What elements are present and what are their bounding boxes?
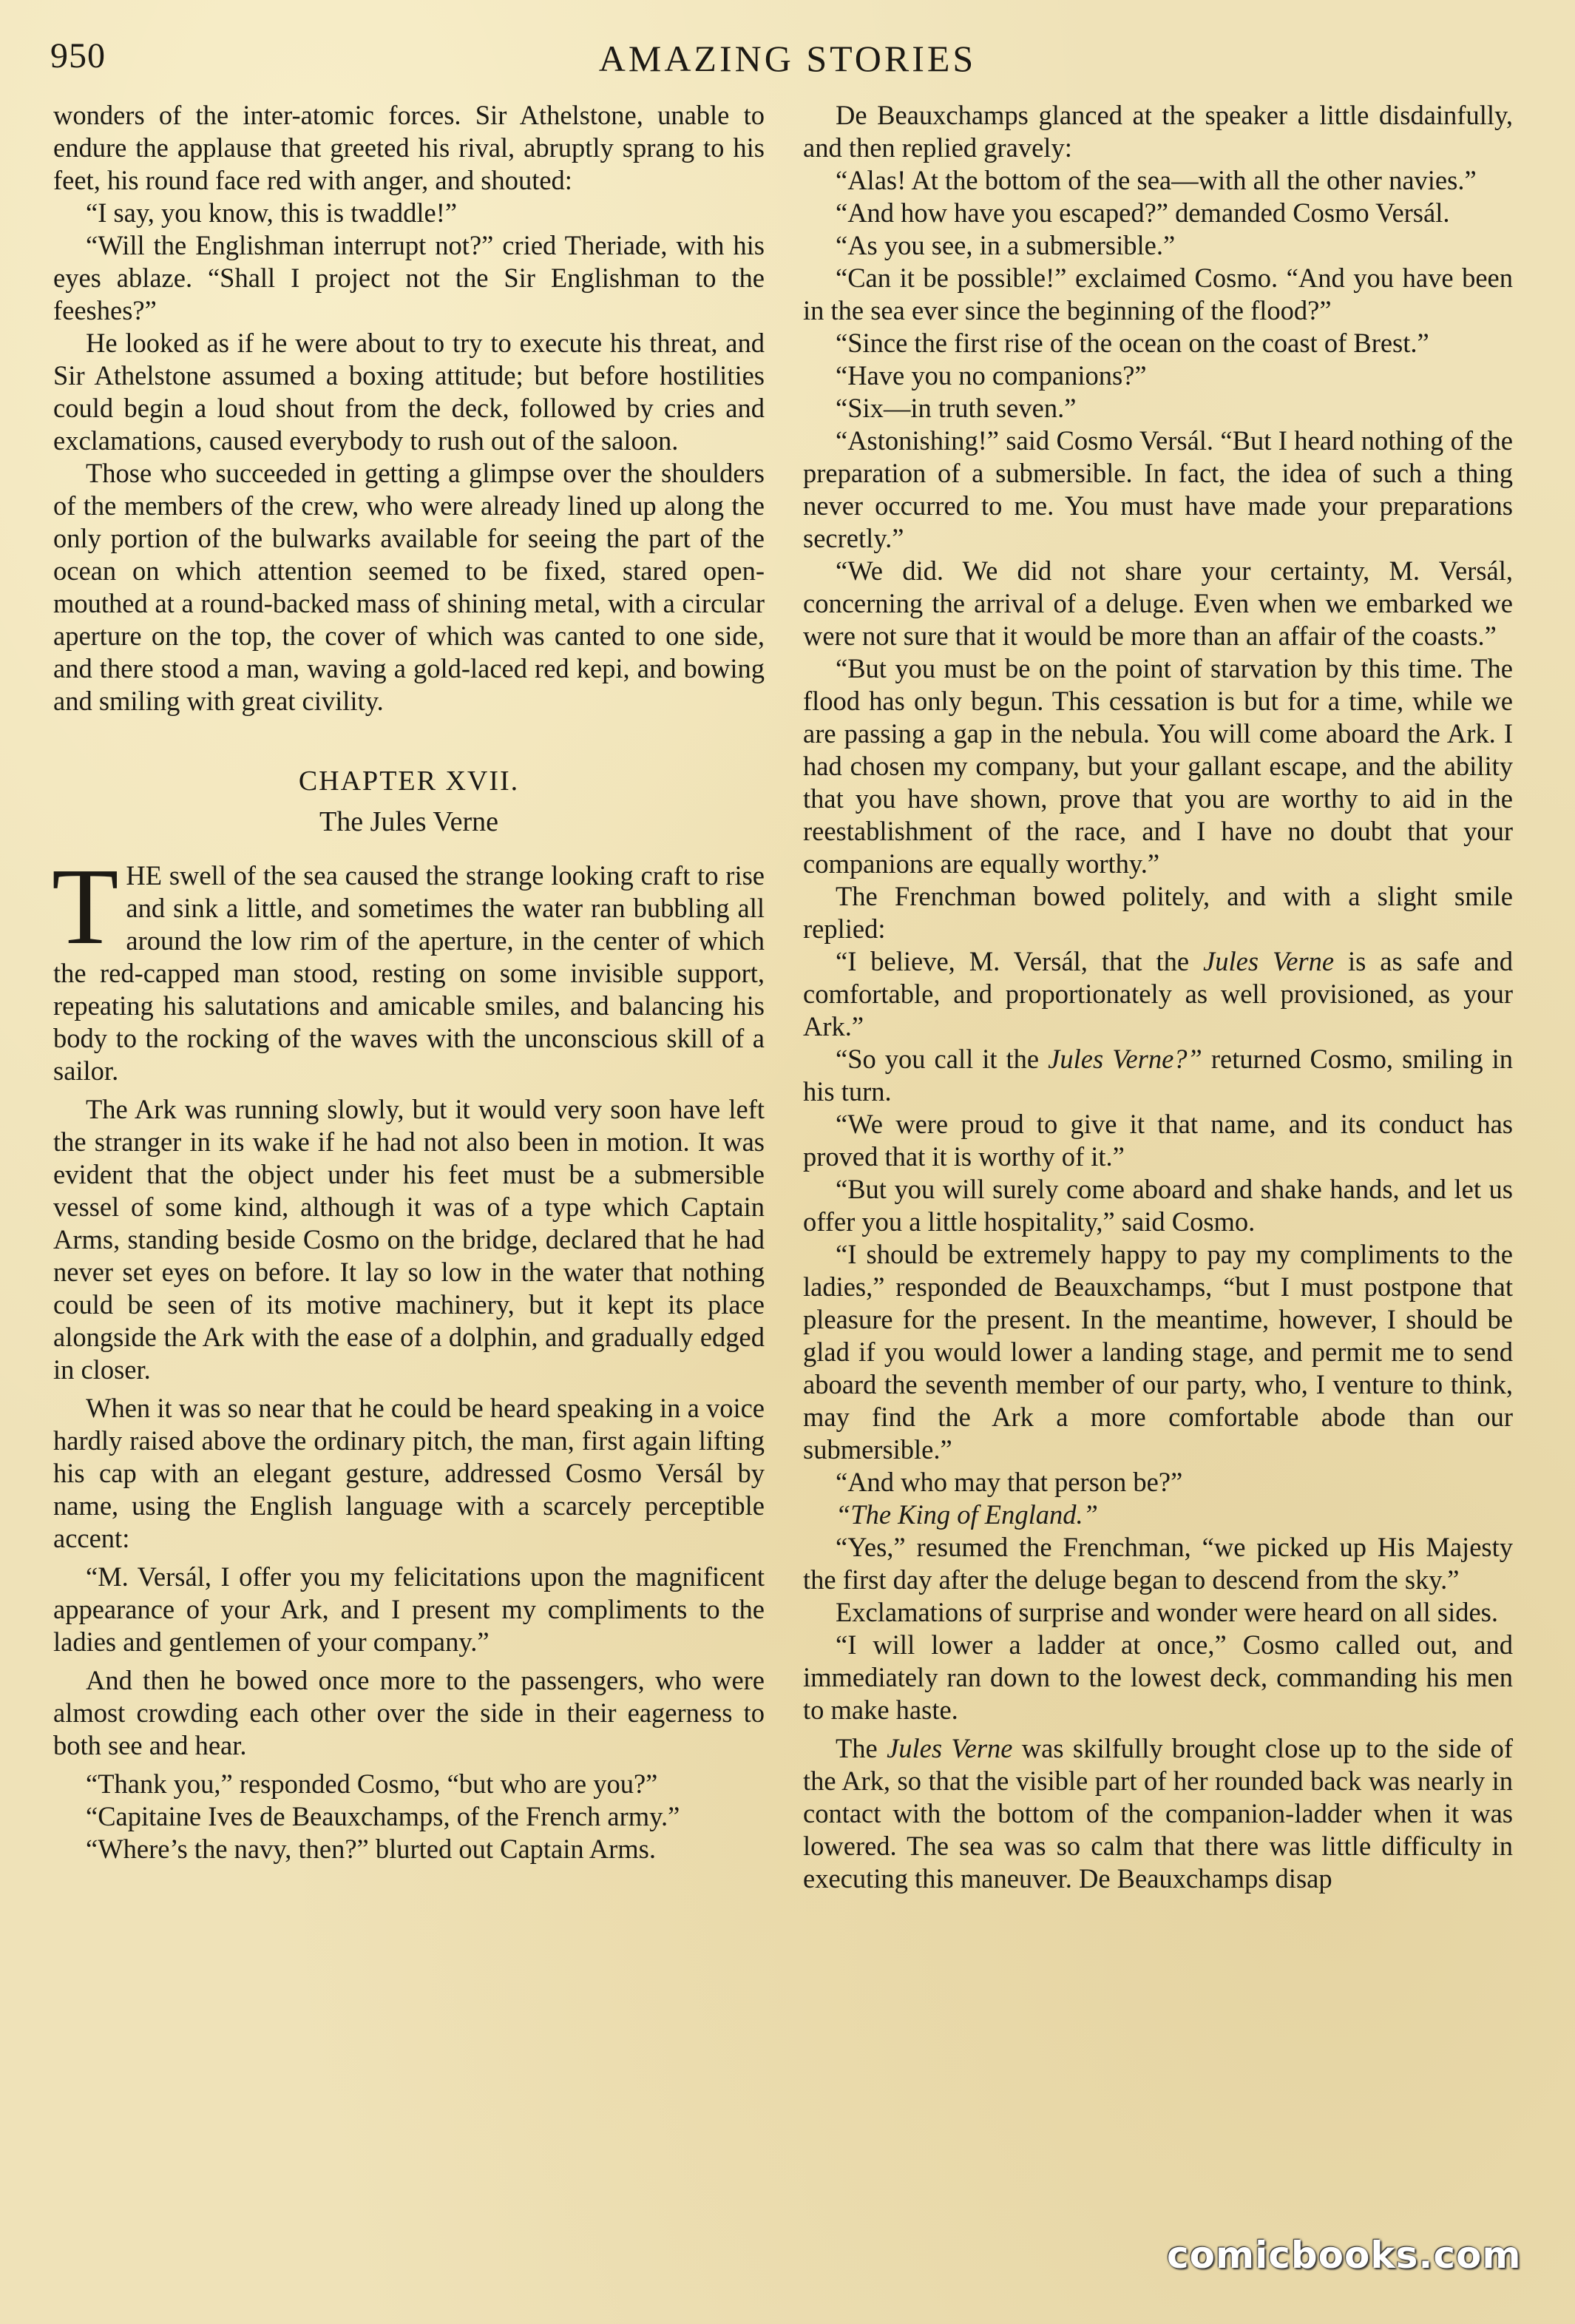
paragraph: “Will the Englishman interrupt not?” cried Theriade, with his eyes ablaze. “Shall I project not the Sir Englishman to the feeshes?” [53, 230, 765, 325]
paragraph: “M. Versál, I offer you my felicitations upon the magnificent appearance of your Ark, and I present my compliments to the ladies and gentlemen of your company.” [53, 1561, 765, 1657]
paragraph-with-italic [803, 945, 1513, 1043]
text-run: returned Cosmo, smiling in his turn. [803, 1044, 1514, 1107]
paragraph: Exclamations of surprise and wonder were heard on all sides. [836, 1597, 1498, 1627]
site-watermark-logo: comicbooks.com [1167, 2234, 1522, 2277]
text-run: “So you call it the [836, 1044, 1049, 1074]
ship-name-italic: Jules Verne?” [1048, 1044, 1202, 1074]
chapter-title: The Jules Verne [319, 806, 498, 837]
text-run: was skilfully brought close up to the side of the Ark, so that the visible part of her rounded back was nearly in contact with the bottom of the companion-ladder when it was lowered. The sea was so calm that there was little difficulty in executing this maneuver. De Beauxchamps disap [803, 1733, 1513, 1894]
text-run: “I believe, M. Versál, that the [836, 946, 1204, 976]
paragraph: The Ark was running slowly, but it would very soon have left the stranger in its wake if he had not also been in motion. It was evident that the object under his feet must be a submersible vessel of some kind, although it was of a type which Captain Arms, standing beside Cosmo on the bridge, declared that he had never set eyes on before. It lay so low in the water that nothing could be seen of its motive machinery, but it kept its place alongside the Ark with the ease of a dolphin, and gradually edged in closer. [53, 1094, 765, 1385]
paragraph: “I will lower a ladder at once,” Cosmo called out, and immediately ran down to the lowest deck, commanding his men to make haste. [803, 1629, 1513, 1725]
text-run: The [836, 1733, 887, 1763]
paragraph: He looked as if he were about to try to execute his threat, and Sir Athelstone assumed a boxing attitude; but before hostilities could begin a loud shout from the deck, followed by cries and exclamations, caused everybody to rush out of the saloon. [53, 328, 765, 456]
paragraph: De Beauxchamps glanced at the speaker a little disdainfully, and then replied gravely: [803, 100, 1513, 163]
paragraph: “But you must be on the point of starvation by this time. The flood has only begun. This cessation is but for a time, while we are passing a gap in the nebula. You will come aboard the Ark. I had chosen my company, but your gallant escape, and the ability that you have shown, prove that you are worthy to aid in the reestablishment of the race, and I have no doubt that your companions are equally worthy.” [803, 653, 1513, 879]
paragraph: “But you will surely come aboard and shake hands, and let us offer you a little hospitality,” said Cosmo. [803, 1174, 1513, 1237]
ship-name-italic: Jules Verne [1203, 946, 1335, 976]
chapter-number: CHAPTER XVII. [298, 766, 520, 797]
right-column [803, 99, 1513, 1895]
paragraph: Those who succeeded in getting a glimpse over the shoulders of the members of the crew, who were already lined up along the only portion of the bulwarks available for seeing the part of the ocean on which attention seemed to be fixed, stared open-mouthed at a round-backed mass of shining metal, with a circular aperture on the top, the cover of which was canted to one side, and there stood a man, waving a gold-laced red kepi, and bowing and smiling with great civility. [53, 458, 765, 716]
opening-paragraph [52, 846, 765, 1087]
opening-paragraph-text: HE swell of the sea caused the strange looking craft to rise and sink a little, and sometimes the water ran bubbling all around the low rim of the aperture, in the center of which the red-capped man stood, resting on some invisible support, repeating his salutations and amicable smiles, and balancing his body to the rocking of the waves with the unconscious skill of a sailor. [53, 860, 765, 1086]
page-number: 950 [50, 36, 106, 75]
paragraph-with-italic [803, 1732, 1513, 1895]
chapter-heading [53, 762, 765, 842]
paragraph: “Where’s the navy, then?” blurted out Captain Arms. [86, 1834, 656, 1864]
paragraph: “We did. We did not share your certainty, M. Versál, concerning the arrival of a deluge. Even when we embarked we were not sure that it would be more than an affair of the coasts.” [803, 555, 1513, 651]
left-column [53, 99, 765, 1865]
paragraph: “Yes,” resumed the Frenchman, “we picked up His Majesty the first day after the deluge began to descend from the sky.” [803, 1532, 1513, 1595]
italic-text: “The King of England.” [836, 1499, 1098, 1530]
paragraph: “And how have you escaped?” demanded Cosmo Versál. [836, 197, 1450, 228]
paragraph: “As you see, in a submersible.” [836, 230, 1176, 260]
paragraph: “Capitaine Ives de Beauxchamps, of the French army.” [86, 1801, 680, 1831]
text-run: is as safe and comfortable, and proportionately as well provisioned, as your Ark.” [803, 946, 1513, 1041]
paragraph: When it was so near that he could be heard speaking in a voice hardly raised above the ordinary pitch, the man, first again lifting his cap with an elegant gesture, addressed Cosmo Versál by name, using the English language with a scarcely perceptible accent: [53, 1393, 765, 1553]
paragraph: “Astonishing!” said Cosmo Versál. “But I heard nothing of the preparation of a submersible. In fact, the idea of such a thing never occurred to me. You must have made your preparations secretly.” [803, 425, 1513, 553]
paragraph: “I should be extremely happy to pay my compliments to the ladies,” responded de Beauxchamps, “but I must postpone that pleasure for the present. In the meantime, however, I should be glad if you would lower a landing stage, and permit me to send aboard the seventh member of our party, who, I venture to think, may find the Ark a more comfortable abode than our submersible.” [803, 1239, 1513, 1465]
paragraph: The Frenchman bowed politely, and with a slight smile replied: [803, 881, 1513, 944]
paragraph: “Since the first rise of the ocean on the coast of Brest.” [836, 328, 1429, 358]
running-head-title: AMAZING STORIES [598, 38, 977, 79]
paragraph: “Thank you,” responded Cosmo, “but who are you?” [86, 1769, 658, 1799]
italic-line [803, 1499, 1513, 1531]
paragraph: “I say, you know, this is twaddle!” [86, 197, 458, 228]
paragraph: “Alas! At the bottom of the sea—with all the other navies.” [836, 165, 1477, 195]
paragraph-with-italic [803, 1043, 1513, 1108]
ship-name-italic: Jules Verne [887, 1733, 1013, 1763]
paragraph: And then he bowed once more to the passengers, who were almost crowding each other over the side in their eagerness to both see and hear. [53, 1665, 765, 1760]
paragraph: “Have you no companions?” [836, 360, 1147, 391]
drop-cap: T [52, 846, 119, 967]
paragraph: “Six—in truth seven.” [836, 393, 1077, 423]
paragraph: “Can it be possible!” exclaimed Cosmo. “And you have been in the sea ever since the beginning of the flood?” [803, 263, 1513, 325]
paragraph: wonders of the inter-atomic forces. Sir Athelstone, unable to endure the applause that greeted his rival, abruptly sprang to his feet, his round face red with anger, and shouted: [53, 100, 765, 195]
paragraph: “And who may that person be?” [836, 1467, 1183, 1497]
paragraph: “We were proud to give it that name, and its conduct has proved that it is worthy of it.” [803, 1109, 1513, 1172]
